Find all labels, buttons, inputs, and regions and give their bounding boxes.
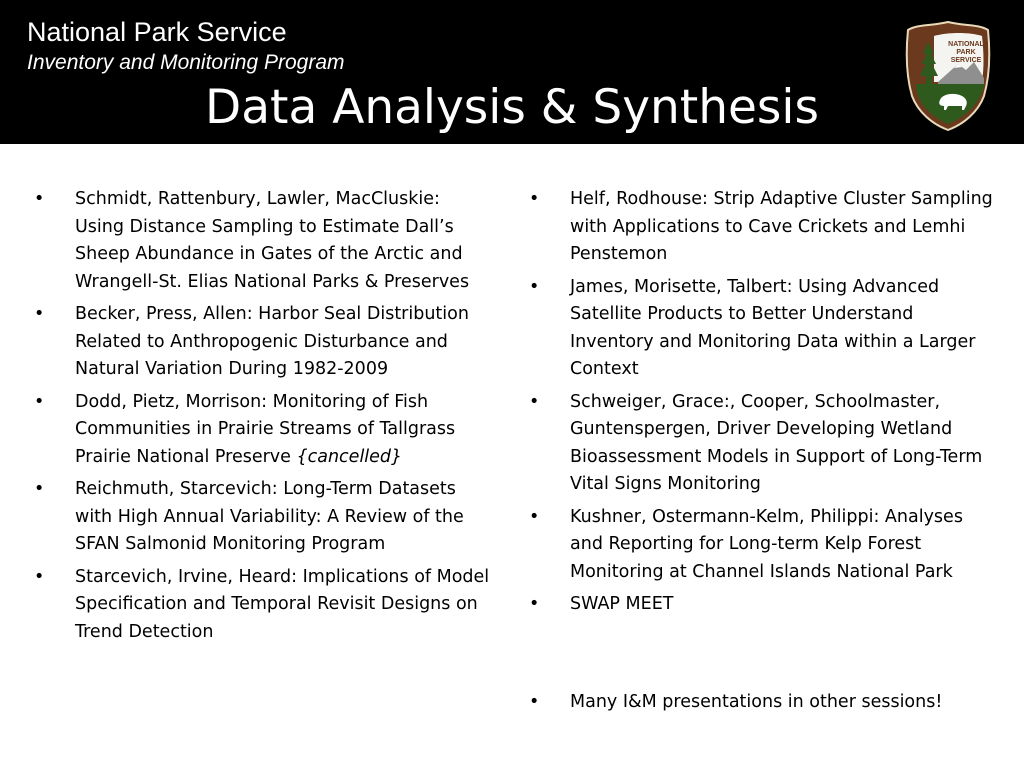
bullet-icon: • bbox=[529, 189, 540, 209]
cancelled-note: {cancelled} bbox=[296, 446, 403, 467]
bullet-icon: • bbox=[34, 391, 45, 412]
list-item bbox=[34, 389, 492, 472]
program-name: Inventory and Monitoring Program bbox=[27, 51, 345, 74]
list-item bbox=[529, 689, 993, 717]
list-item-text: Becker, Press, Allen: Harbor Seal Distribution Related to Anthropogenic Disturbance and Natural Variation During 1982-2009 bbox=[75, 304, 469, 379]
list-item-text: Reichmuth, Starcevich: Long-Term Datasets with High Annual Variability: A Review of the SFAN Salmonid Monitoring Program bbox=[75, 479, 464, 554]
bullet-icon: • bbox=[34, 566, 45, 587]
slide-title: Data Analysis & Synthesis bbox=[205, 80, 819, 135]
list-item bbox=[529, 591, 993, 619]
list-item bbox=[529, 274, 993, 384]
left-bullet-list bbox=[34, 186, 492, 651]
list-item-text: SWAP MEET bbox=[570, 594, 674, 614]
bullet-icon: • bbox=[529, 391, 540, 412]
list-item-text: Many I&M presentations in other sessions! bbox=[570, 691, 943, 712]
right-bullet-list bbox=[529, 186, 993, 721]
list-item bbox=[34, 186, 492, 296]
logo-text-line-1: NATIONAL bbox=[948, 41, 984, 48]
list-item bbox=[34, 476, 492, 559]
bullet-icon: • bbox=[529, 506, 540, 527]
bullet-icon: • bbox=[34, 304, 45, 324]
list-item-text: James, Morisette, Talbert: Using Advanced Satellite Products to Better Understand Inventory and Monitoring Data within a Larger Context bbox=[570, 276, 976, 379]
list-spacer bbox=[529, 624, 993, 684]
list-item bbox=[529, 186, 993, 269]
logo-text-line-3: SERVICE bbox=[950, 57, 982, 64]
list-item-text: Kushner, Ostermann-Kelm, Philippi: Analyses and Reporting for Long-term Kelp Forest Monitoring at Channel Islands National Park bbox=[570, 506, 963, 582]
list-item-text: Helf, Rodhouse: Strip Adaptive Cluster Sampling with Applications to Cave Crickets and Lemhi Penstemon bbox=[570, 189, 993, 264]
list-item-text: Dodd, Pietz, Morrison: Monitoring of Fish Communities in Prairie Streams of Tallgrass Prairie National Preserve bbox=[75, 391, 456, 467]
list-item bbox=[34, 564, 492, 647]
header-bar bbox=[0, 0, 1024, 144]
bullet-icon: • bbox=[529, 594, 540, 614]
nps-arrowhead-icon bbox=[904, 20, 992, 132]
org-name: National Park Service bbox=[27, 17, 287, 47]
list-item-text: Starcevich, Irvine, Heard: Implications of Model Specification and Temporal Revisit Designs on Trend Detection bbox=[75, 566, 490, 642]
list-item-text: Schweiger, Grace:, Cooper, Schoolmaster, Guntenspergen, Driver Developing Wetland Bioassessment Models in Support of Long-Term Vital Signs Monitoring bbox=[570, 391, 983, 494]
list-item bbox=[529, 504, 993, 587]
bullet-icon: • bbox=[34, 189, 45, 209]
list-item bbox=[529, 389, 993, 499]
bullet-icon: • bbox=[529, 691, 540, 712]
bullet-icon: • bbox=[529, 276, 540, 297]
list-item-text: Schmidt, Rattenbury, Lawler, MacCluskie: Using Distance Sampling to Estimate Dall’s Sheep Abundance in Gates of the Arctic and Wrangell-St. Elias National Parks & Preserves bbox=[75, 189, 470, 292]
logo-text-line-2: PARK bbox=[956, 49, 976, 56]
list-item bbox=[34, 301, 492, 384]
bullet-icon: • bbox=[34, 479, 45, 499]
